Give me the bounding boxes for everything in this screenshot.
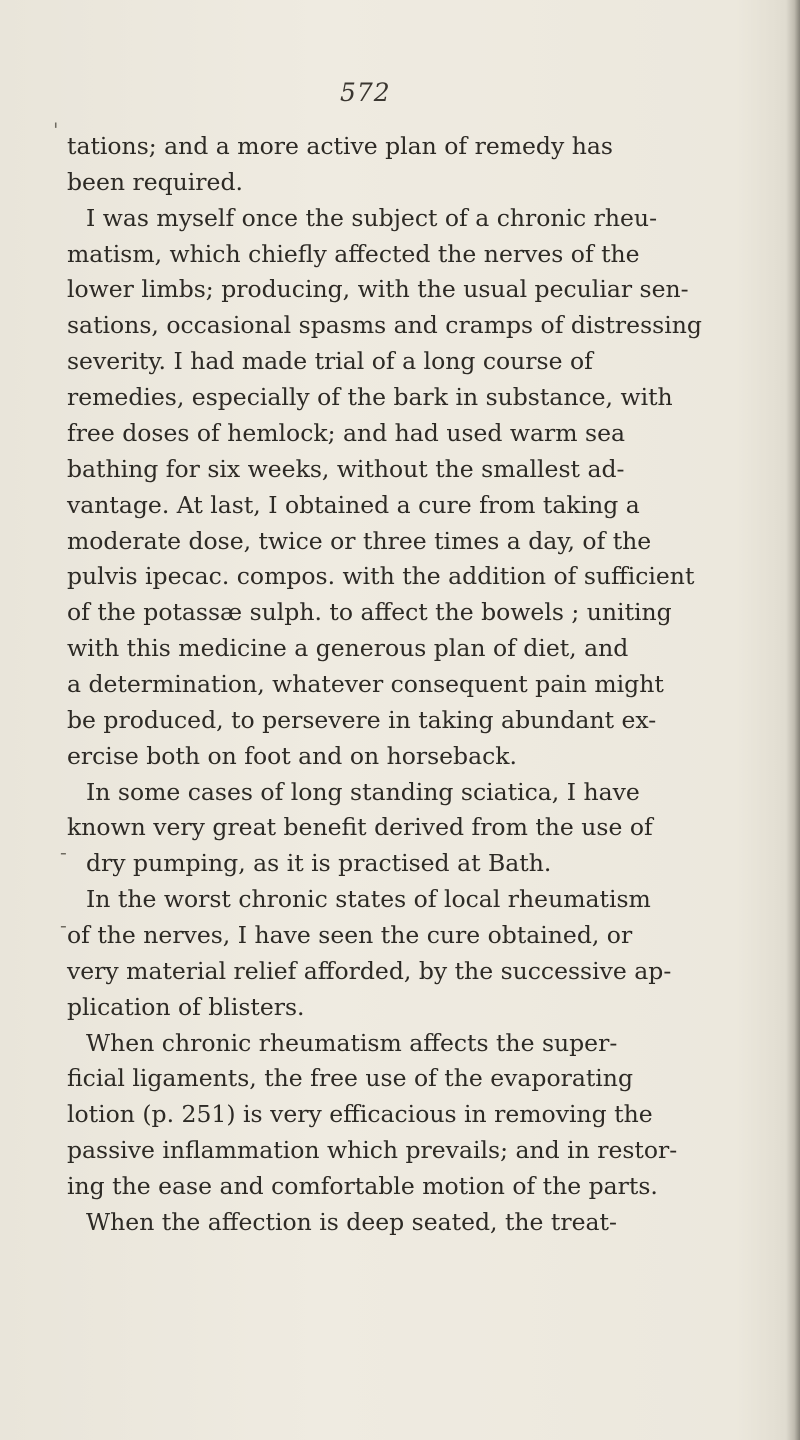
text-line: dry pumping, as it is practised at Bath. [86, 849, 552, 877]
text-line: matism, which chiefly affected the nerves of the [67, 240, 640, 268]
text-line: severity. I had made trial of a long course of [67, 347, 593, 375]
text-line: tations; and a more active plan of remedy has [67, 132, 613, 160]
margin-mark: - [60, 840, 67, 864]
text-line: very material relief afforded, by the successive ap- [67, 957, 672, 985]
text-line: of the potassæ sulph. to affect the bowels ; uniting [67, 598, 672, 626]
text-line: free doses of hemlock; and had used warm sea [67, 419, 626, 447]
text-line: In the worst chronic states of local rheumatism [86, 885, 651, 913]
page-edge-shadow [786, 0, 800, 1440]
text-line: passive inflammation which prevails; and in restor- [67, 1136, 678, 1164]
text-line: a determination, whatever consequent pain might [67, 670, 664, 698]
text-line: ing the ease and comfortable motion of the parts. [67, 1172, 658, 1200]
text-line: ficial ligaments, the free use of the evaporating [67, 1064, 633, 1092]
text-line: moderate dose, twice or three times a day, of the [67, 527, 652, 555]
text-line: lower limbs; producing, with the usual peculiar sen- [67, 275, 689, 303]
text-line: When chronic rheumatism affects the super- [86, 1029, 618, 1057]
text-line: known very great benefit derived from the use of [67, 813, 653, 841]
margin-mark: - [60, 913, 67, 937]
page-number: 572 [340, 78, 391, 107]
text-line: be produced, to persevere in taking abundant ex- [67, 706, 657, 734]
text-line: When the affection is deep seated, the treat- [86, 1208, 617, 1236]
text-line: plication of blisters. [67, 993, 305, 1021]
text-line: vantage. At last, I obtained a cure from taking a [67, 491, 640, 519]
text-line: In some cases of long standing sciatica, I have [86, 778, 640, 806]
text-line: been required. [67, 168, 243, 196]
text-line: bathing for six weeks, without the smallest ad- [67, 455, 625, 483]
text-line: lotion (p. 251) is very efficacious in removing the [67, 1100, 653, 1128]
text-line: ercise both on foot and on horseback. [67, 742, 517, 770]
text-line: of the nerves, I have seen the cure obtained, or [67, 921, 633, 949]
margin-mark: ' [53, 118, 59, 142]
text-line: pulvis ipecac. compos. with the addition of sufficient [67, 562, 695, 590]
text-line: remedies, especially of the bark in substance, with [67, 383, 673, 411]
text-line: sations, occasional spasms and cramps of distressing [67, 311, 702, 339]
text-line: with this medicine a generous plan of diet, and [67, 634, 629, 662]
text-line: I was myself once the subject of a chronic rheu- [86, 204, 658, 232]
